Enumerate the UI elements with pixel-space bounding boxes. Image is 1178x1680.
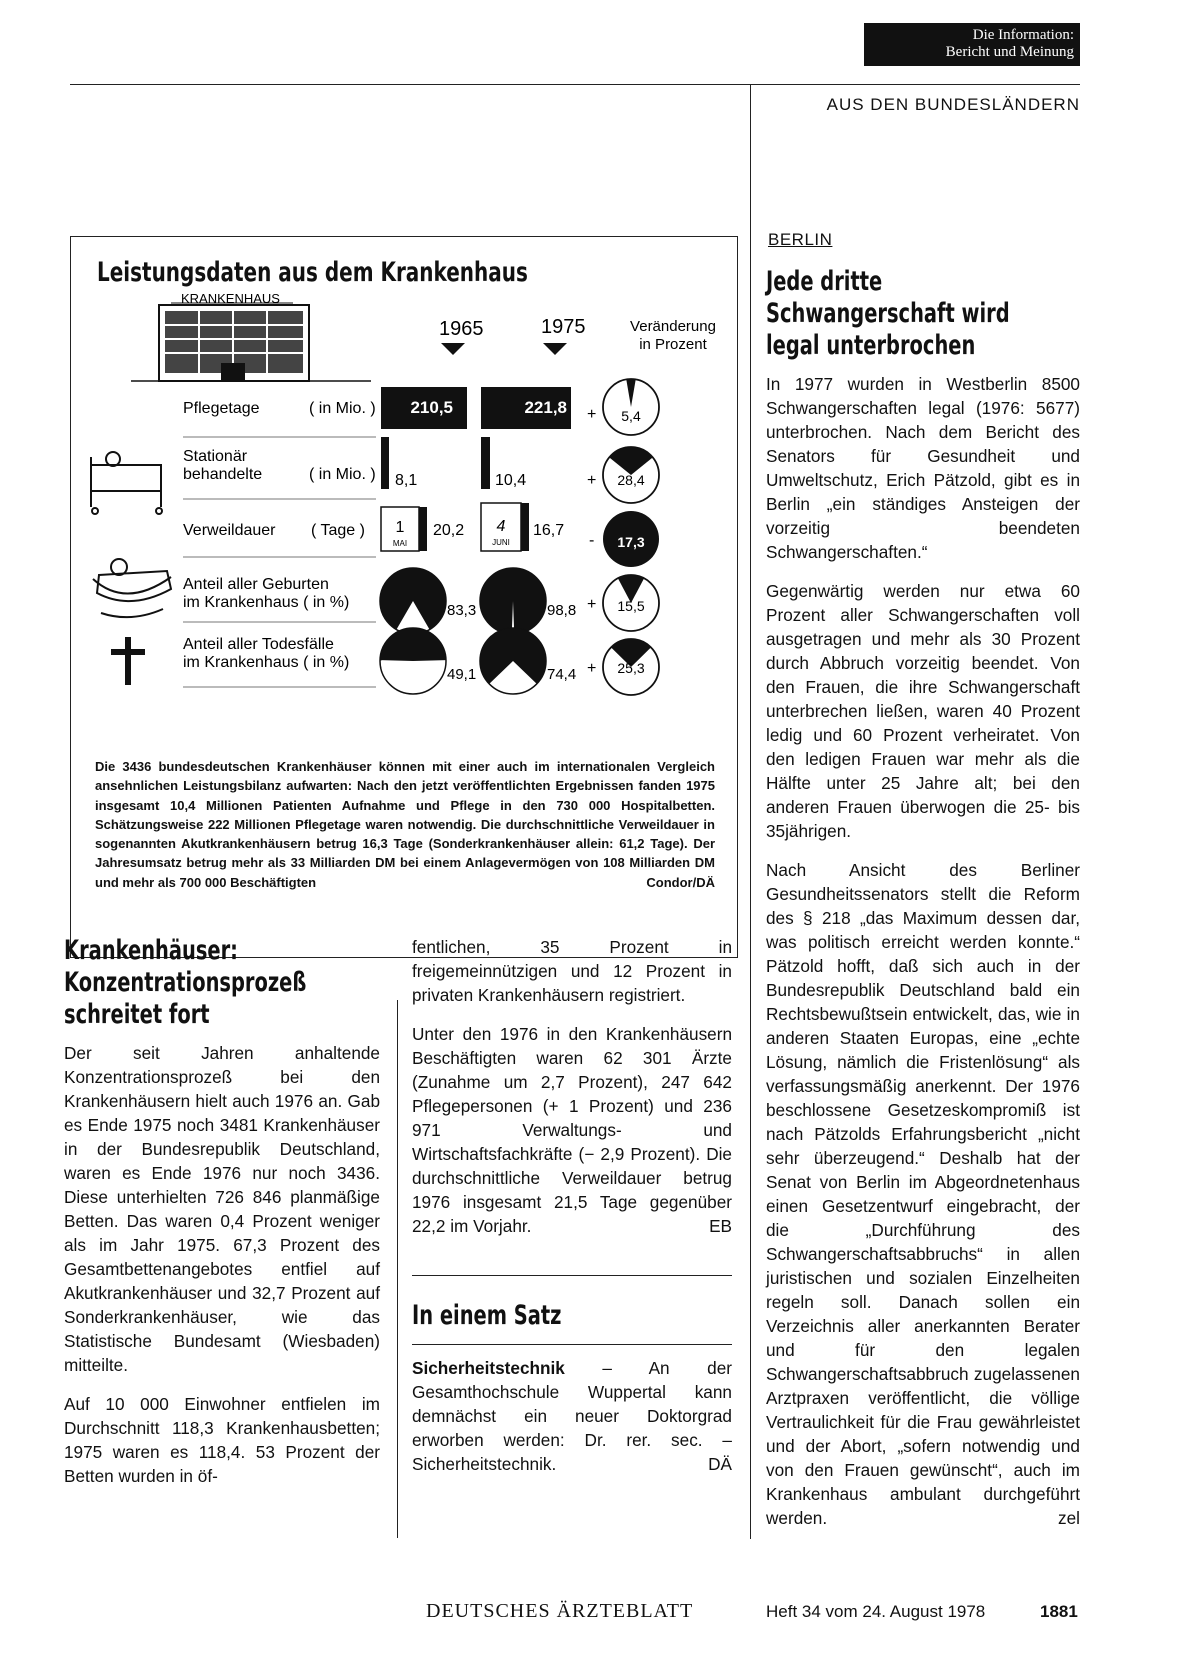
row-1-label: Pflegetage [183, 400, 260, 417]
article-1-headline-line-2: Konzentrationsprozeß [64, 967, 307, 998]
section-label: AUS DEN BUNDESLÄNDERN [826, 95, 1080, 114]
column-rule-lower [397, 1000, 398, 1538]
article-3-headline-line-1: Jede dritte [766, 266, 883, 297]
article-1-signature: EB [709, 1216, 732, 1236]
row-4-label-1: Anteil aller Geburten [183, 576, 329, 593]
row-3-value-1965: 20,2 [433, 522, 465, 539]
article-3-body [766, 372, 1080, 1530]
article-3-signature: zel [1058, 1508, 1080, 1528]
row-2-value-1965: 8,1 [395, 472, 418, 489]
year-1965-arrow-icon [441, 343, 465, 355]
article-2-bottom-rule [412, 1344, 732, 1345]
header-rule [70, 84, 1080, 85]
row-2-bar-1965 [381, 437, 389, 489]
article-1-col-1 [64, 1041, 380, 1503]
article-1-headline-line-3: schreitet fort [64, 999, 210, 1030]
row-4-sign: + [587, 596, 597, 613]
column-rule [750, 84, 751, 1539]
calendar-1-icon [381, 507, 427, 551]
row-5-value-1975: 74,4 [547, 666, 577, 683]
article-3-kicker: BERLIN [768, 230, 833, 249]
row-5-label-1: Anteil aller Todesfälle [183, 636, 334, 653]
row-1-sign: + [587, 406, 597, 423]
article-1-headline-line-1: Krankenhäuser: [64, 935, 238, 966]
calendar-2-month: JUNI [492, 538, 510, 547]
change-header-1: Veränderung [630, 318, 716, 335]
row-2-unit: ( in Mio. ) [309, 466, 376, 483]
hospital-bed-icon [91, 452, 162, 514]
row-2-sign: + [587, 472, 597, 489]
article-3-paragraph-2: Gegenwärtig werden nur etwa 60 Prozent aller Schwangerschaften voll ausgetragen und mehr als 30 Prozent durch Abbruch vorzeitig beendet. Von den Frauen, die ihre Schwangerschaft unterbrechen ließen, waren 40 Prozent ledig und 60 Prozent verheiratet. Von den ledigen Frauen war mehr als die Hälfte unter 25 Jahre alt; bei den anderen Frauen überwogen die 25- bis 35jährigen. [766, 581, 1080, 841]
row-2-label-1: Stationär [183, 448, 248, 465]
article-3-paragraph-1: In 1977 wurden in Westberlin 8500 Schwangerschaften legal (1976: 5677) unterbrochen. Nach dem Bericht des Senators für Gesundheit und Umweltschutz, Erich Pätzold, gibt es in Berlin „ein ständiges Ansteigen der vorzeitig beendeten Schwangerschaften.“ [766, 374, 1080, 562]
building-label: KRANKENHAUS [181, 291, 280, 306]
row-3-label: Verweildauer [183, 522, 276, 539]
cradle-icon [93, 559, 171, 617]
rubric-box [864, 23, 1080, 66]
rubric-line-1: Die Information: [972, 27, 1074, 43]
caption-text: Die 3436 bundesdeutschen Krankenhäuser können mit einer auch im internationalen Vergleich ansehnlichen Leistungsbilanz aufwarten: Nach den jetzt veröffentlichten Ergebnissen fanden 1975 insgesamt 10,4 Millionen Patienten Aufnahme und Pflege in den 730 000 Hospitalbetten. Schätzungsweise 222 Millionen Pflegetage waren notwendig. Die durchschnittliche Verweildauer in sogenannten Akutkrankenhäusern betrug 16,3 Tage (Sonderkrankenhäuser allein: 61,2 Tage). Der Jahresumsatz betrug mehr als 33 Milliarden DM bei einem Anlagevermögen von 108 Milliarden DM und mehr als 700 000 Beschäftigten [95, 759, 715, 890]
calendar-1-day: 1 [395, 519, 405, 536]
row-5-value-1965: 49,1 [447, 666, 477, 683]
infographic [70, 236, 738, 958]
article-1-paragraph-4: Unter den 1976 in den Krankenhäusern Beschäftigten waren 62 301 Ärzte (Zunahme um 2,7 Prozent), 247 642 Pflegepersonen (+ 1 Prozent) und 236 971 Verwaltungs- und Wirtschaftsfachkräfte (− 2,9 Prozent). Die durchschnittliche Verweildauer betrug 1976 insgesamt 21,5 Tage gegenüber 22,2 im Vorjahr. [412, 1024, 732, 1236]
caption-credit: Condor/DÄ [646, 874, 715, 890]
article-2-headline: In einem Satz [412, 1300, 562, 1331]
article-1-col-2 [412, 935, 732, 1238]
row-1-value-1965: 210,5 [410, 398, 453, 417]
calendar-2-icon [481, 503, 529, 551]
row-5-change: 25,3 [617, 660, 645, 676]
row-4-value-1975: 98,8 [547, 602, 577, 619]
row-4-label-2: im Krankenhaus ( in %) [183, 594, 350, 611]
row-2-label-2: behandelte [183, 466, 263, 483]
article-3-headline-line-2: Schwangerschaft wird [766, 298, 1010, 329]
row-1-unit: ( in Mio. ) [309, 400, 376, 417]
row-2-change: 28,4 [617, 472, 645, 488]
article-1-paragraph-1: Der seit Jahren anhaltende Konzentrationsprozeß bei den Krankenhäusern hielt auch 1976 an. Gab es Ende 1975 noch 3481 Krankenhäuser in der Bundesrepublik Deutschland, waren es Ende 1976 nur noch 3436. Diese unterhielten 726 846 planmäßige Betten. Das waren 0,4 Prozent weniger als im Jahr 1975. 67,3 Prozent des Gesamtbettenangebotes entfiel auf Akutkrankenhäuser und 32,7 Prozent auf Sonderkrankenhäuser, wie das Statistische Bundesamt (Wiesbaden) mitteilte. [64, 1043, 380, 1375]
row-5-sign: + [587, 660, 597, 677]
row-2-value-1975: 10,4 [495, 472, 527, 489]
article-2-lead: Sicherheitstechnik [412, 1358, 565, 1378]
footer-journal: DEUTSCHES ÄRZTEBLATT [426, 1600, 694, 1622]
year-1975-arrow-icon [543, 343, 567, 355]
article-3-headline [766, 266, 1086, 362]
article-2-signature: DÄ [708, 1454, 732, 1474]
article-1-paragraph-2: Auf 10 000 Einwohner entfielen im Durchschnitt 118,3 Krankenhausbetten; 1975 waren es 118,4. 53 Prozent der Betten wurden in öf- [64, 1394, 380, 1486]
infographic-title: Leistungsdaten aus dem Krankenhaus [97, 257, 528, 288]
rubric-line-2: Bericht und Meinung [945, 44, 1074, 60]
article-1-paragraph-3: fentlichen, 35 Prozent in freigemeinnützigen und 12 Prozent in privaten Krankenhäusern registriert. [412, 937, 732, 1005]
infographic-caption [95, 757, 715, 892]
article-3-paragraph-3: Nach Ansicht des Berliner Gesundheitssenators stellt die Reform des § 218 „das Maximum dessen dar, was politisch erreicht werden konnte.“ Pätzold hofft, daß sich auch in der Bundesrepublik Deutschland bald ein Rechtsbewußtsein entwickelt, das, wie in anderen Staaten Europas, eine „echte Lösung, nämlich die Fristenlösung“ als verfassungsmäßig anerkennt. Der 1976 beschlossene Gesetzeskompromiß ist nach Pätzolds Erfahrungsbericht „nicht sehr überzeugend.“ Deshalb hat der Senat von Berlin im Abgeordnetenhaus einen Gesetzentwurf eingebracht, der die „Durchführung des Schwangerschaftsabbruchs“ in allen juristischen und sozialen Einzelheiten regeln soll. Danach sollen ein Verzeichnis aller anerkannten Berater und für den legalen Schwangerschaftsabbruch zugelassenen Arztpraxen veröffentlicht, die völlige Vertraulichkeit für die Frau gewährleistet und der Abort, „sofern notwendig und von den Frauen gewünscht“, auch im Krankenhaus ambulant durchgeführt werden. [766, 860, 1080, 1528]
cross-icon [111, 637, 145, 685]
row-5-label-2: im Krankenhaus ( in %) [183, 654, 350, 671]
row-3-sign: - [589, 532, 595, 549]
footer-page-number: 1881 [1040, 1602, 1078, 1621]
row-3-value-1975: 16,7 [533, 522, 565, 539]
article-2-top-rule [412, 1275, 732, 1276]
row-3-unit: ( Tage ) [311, 522, 365, 539]
infographic-chart [71, 237, 737, 737]
article-2-text: – An der Gesamthochschule Wuppertal kann demnächst ein neuer Doktorgrad erworben werden: Dr. rer. sec. – Sicherheitstechnik. [412, 1358, 732, 1474]
row-3-change: 17,3 [617, 534, 645, 550]
calendar-2-day: 4 [496, 518, 506, 535]
hospital-building-icon [131, 303, 371, 381]
footer-issue: Heft 34 vom 24. August 1978 [766, 1602, 986, 1621]
year-1965: 1965 [439, 318, 484, 340]
row-4-change: 15,5 [617, 598, 645, 614]
deaths-1965-pie-slice [380, 628, 446, 661]
year-1975: 1975 [541, 316, 586, 338]
article-3-headline-line-3: legal unterbrochen [766, 330, 976, 361]
change-header-2: in Prozent [639, 336, 707, 353]
article-1-headline [64, 935, 384, 1031]
article-2-body [412, 1356, 732, 1476]
row-1-change: 5,4 [621, 408, 641, 424]
row-1-value-1975: 221,8 [524, 398, 567, 417]
calendar-1-month: MAI [392, 539, 408, 548]
row-4-value-1965: 83,3 [447, 602, 477, 619]
row-2-bar-1975 [481, 437, 490, 489]
